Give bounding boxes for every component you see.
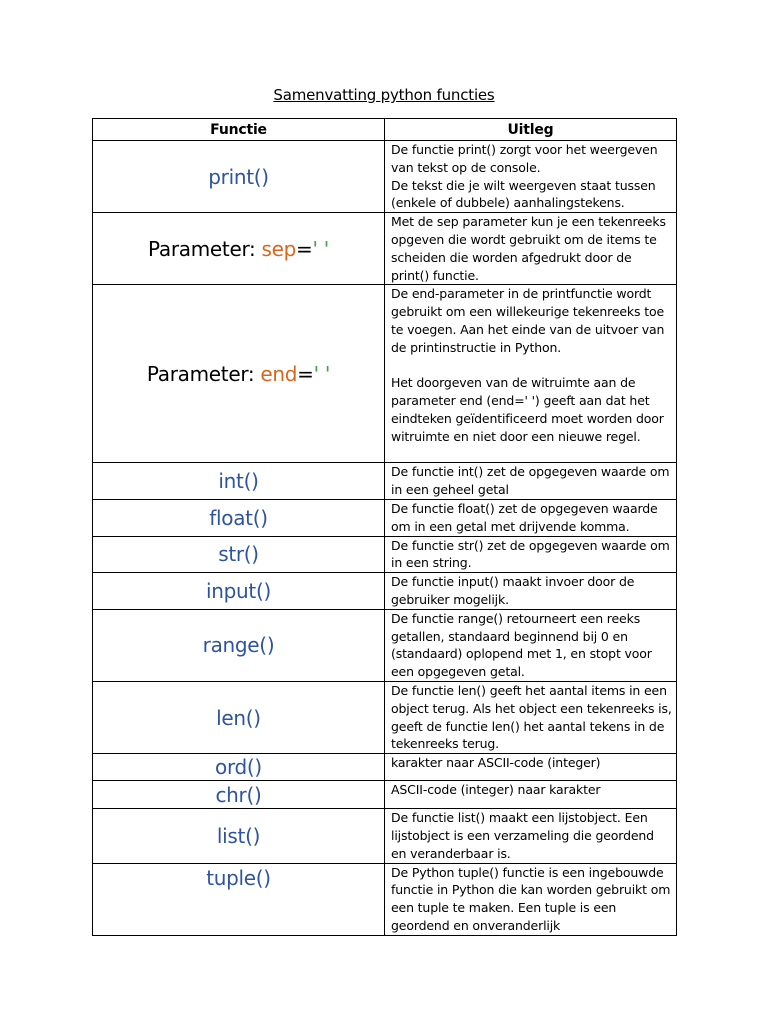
function-cell-input: input() [93,573,385,610]
parameter-value: ' ' [313,361,331,386]
parameter-label: Parameter: [148,236,262,261]
function-cell-int: int() [93,463,385,500]
function-cell-float: float() [93,499,385,536]
function-cell-print: print() [93,141,385,213]
parameter-value: ' ' [312,236,329,261]
document-title [0,86,768,104]
explanation-cell-sep: Met de sep parameter kun je een tekenreeks opgeven die wordt gebruikt om de items te scheiden die worden afgedrukt door de print() functie. [385,213,677,285]
table-row [93,609,677,681]
table-row [93,781,677,809]
column-header-explanation: Uitleg [385,119,677,141]
parameter-label: Parameter: [146,361,261,386]
function-cell-end [93,285,385,463]
parameter-name: sep [261,236,297,261]
explanation-cell-float: De functie float() zet de opgegeven waarde om in een getal met drijvende komma. [385,499,677,536]
explanation-cell-list: De functie list() maakt een lijstobject. Een lijstobject is een verzameling die geordend en veranderbaar is. [385,809,677,863]
explanation-cell-input: De functie input() maakt invoer door de gebruiker mogelijk. [385,573,677,610]
parameter-name: end [260,361,298,386]
parameter-equals: = [296,236,313,261]
table-row [93,754,677,781]
explanation-cell-ord: karakter naar ASCII-code (integer) [385,754,677,781]
table-row [93,213,677,285]
table-row [93,573,677,610]
function-cell-range: range() [93,609,385,681]
parameter-equals: = [297,361,314,386]
table-row [93,863,677,935]
column-header-function: Functie [93,119,385,141]
table-row [93,141,677,213]
functions-table [92,118,677,936]
function-cell-ord: ord() [93,754,385,781]
explanation-cell-range: De functie range() retourneert een reeks getallen, standaard beginnend bij 0 en (standaard) oplopend met 1, en stopt voor een opgegeven getal. [385,609,677,681]
function-cell-len: len() [93,681,385,753]
function-cell-sep [93,213,385,285]
table-row [93,499,677,536]
function-cell-tuple: tuple() [93,863,385,935]
table-row [93,285,677,463]
table-header-row [93,119,677,141]
document-title-text: Samenvatting python functies [273,86,495,104]
explanation-cell-int: De functie int() zet de opgegeven waarde om in een geheel getal [385,463,677,500]
function-cell-chr: chr() [93,781,385,809]
table-row [93,463,677,500]
explanation-cell-print: De functie print() zorgt voor het weergeven van tekst op de console. De tekst die je wilt weergeven staat tussen (enkele of dubbele) aanhalingstekens. [385,141,677,213]
explanation-cell-len: De functie len() geeft het aantal items in een object terug. Als het object een tekenreeks is, geeft de functie len() het aantal tekens in de tekenreeks terug. [385,681,677,753]
function-cell-list: list() [93,809,385,863]
table-row [93,681,677,753]
explanation-cell-chr: ASCII-code (integer) naar karakter [385,781,677,809]
function-cell-str: str() [93,536,385,573]
table-row [93,536,677,573]
explanation-cell-tuple: De Python tuple() functie is een ingebouwde functie in Python die kan worden gebruikt om een tuple te maken. Een tuple is een geordend en onveranderlijk [385,863,677,935]
explanation-cell-end: De end-parameter in de printfunctie wordt gebruikt om een willekeurige tekenreeks toe te voegen. Aan het einde van de uitvoer van de printinstructie in Python. Het doorgeven van de witruimte aan de parameter end (end=' ') geeft aan dat het eindteken geïdentificeerd moet worden door witruimte en niet door een nieuwe regel. [385,285,677,463]
table-row [93,809,677,863]
explanation-cell-str: De functie str() zet de opgegeven waarde om in een string. [385,536,677,573]
